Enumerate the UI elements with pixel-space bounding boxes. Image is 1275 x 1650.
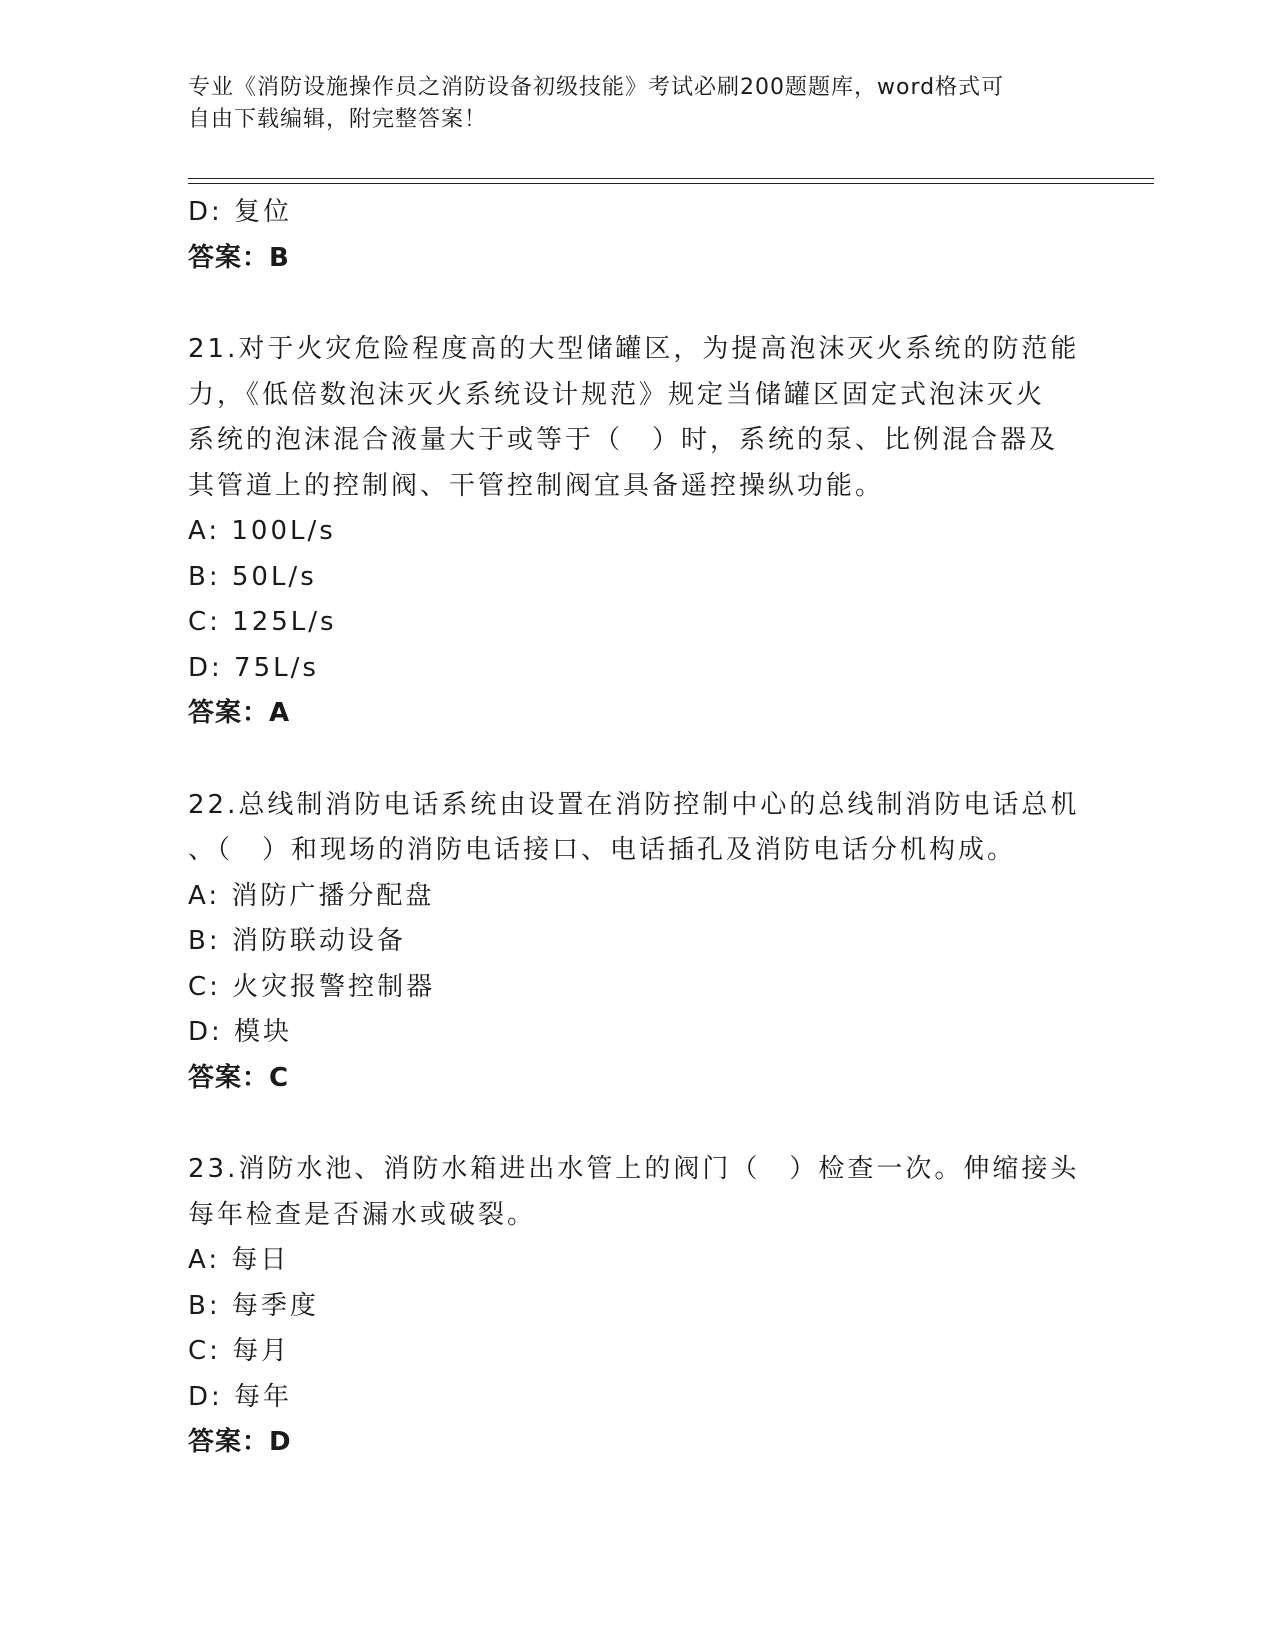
- question-content: [188, 190, 1088, 1466]
- question-text-line: 其管道上的控制阀、干管控制阀宜具备遥控操纵功能。: [188, 470, 885, 501]
- question-text-line: 21.对于火灾危险程度高的大型储罐区，为提高泡沫灭火系统的防范能: [188, 334, 1080, 364]
- option-d: D: 模块: [188, 1017, 293, 1047]
- spacer: [188, 281, 1088, 327]
- option-c: C: 125L/s: [188, 607, 337, 637]
- option-b: B: 50L/s: [188, 561, 317, 592]
- carryover-option-d: D: 复位: [188, 197, 293, 227]
- option-d: D: 每年: [188, 1381, 293, 1412]
- header-line-2: 自由下载编辑，附完整答案！: [188, 107, 488, 132]
- page-header: [188, 72, 1068, 136]
- option-a: A: 100L/s: [188, 516, 336, 546]
- question-22: [188, 783, 1088, 1102]
- option-b: B: 消防联动设备: [188, 926, 406, 956]
- question-21: [188, 327, 1088, 737]
- spacer: [188, 737, 1088, 783]
- carryover-answer: 答案：B: [188, 242, 290, 273]
- question-text-line: 系统的泡沫混合液量大于或等于（ ）时，系统的泵、比例混合器及: [188, 425, 1059, 455]
- question-text-line: 每年检查是否漏水或破裂。: [188, 1199, 537, 1230]
- header-rule-top: [188, 178, 1154, 179]
- question-text-line: 、（ ）和现场的消防电话接口、电话插孔及消防电话分机构成。: [188, 835, 1017, 865]
- option-a: A: 每日: [188, 1245, 290, 1275]
- header-rule-bottom: [188, 183, 1154, 184]
- question-text-line: 力，《低倍数泡沫灭火系统设计规范》规定当储罐区固定式泡沫灭火: [188, 379, 1046, 410]
- option-d: D: 75L/s: [188, 652, 319, 683]
- question-text-line: 23.消防水池、消防水箱进出水管上的阀门（ ）检查一次。伸缩接头: [188, 1154, 1080, 1184]
- option-c: C: 每月: [188, 1336, 291, 1366]
- spacer: [188, 1101, 1088, 1147]
- option-a: A: 消防广播分配盘: [188, 880, 435, 911]
- answer: 答案：A: [188, 698, 291, 728]
- option-b: B: 每季度: [188, 1290, 319, 1321]
- question-23: [188, 1147, 1088, 1466]
- option-c: C: 火灾报警控制器: [188, 971, 436, 1002]
- question-text-line: 22.总线制消防电话系统由设置在消防控制中心的总线制消防电话总机: [188, 789, 1080, 820]
- answer: 答案：D: [188, 1427, 292, 1457]
- answer: 答案：C: [188, 1062, 290, 1093]
- header-line-1: 专业《消防设施操作员之消防设备初级技能》考试必刷200题题库，word格式可: [188, 75, 1005, 100]
